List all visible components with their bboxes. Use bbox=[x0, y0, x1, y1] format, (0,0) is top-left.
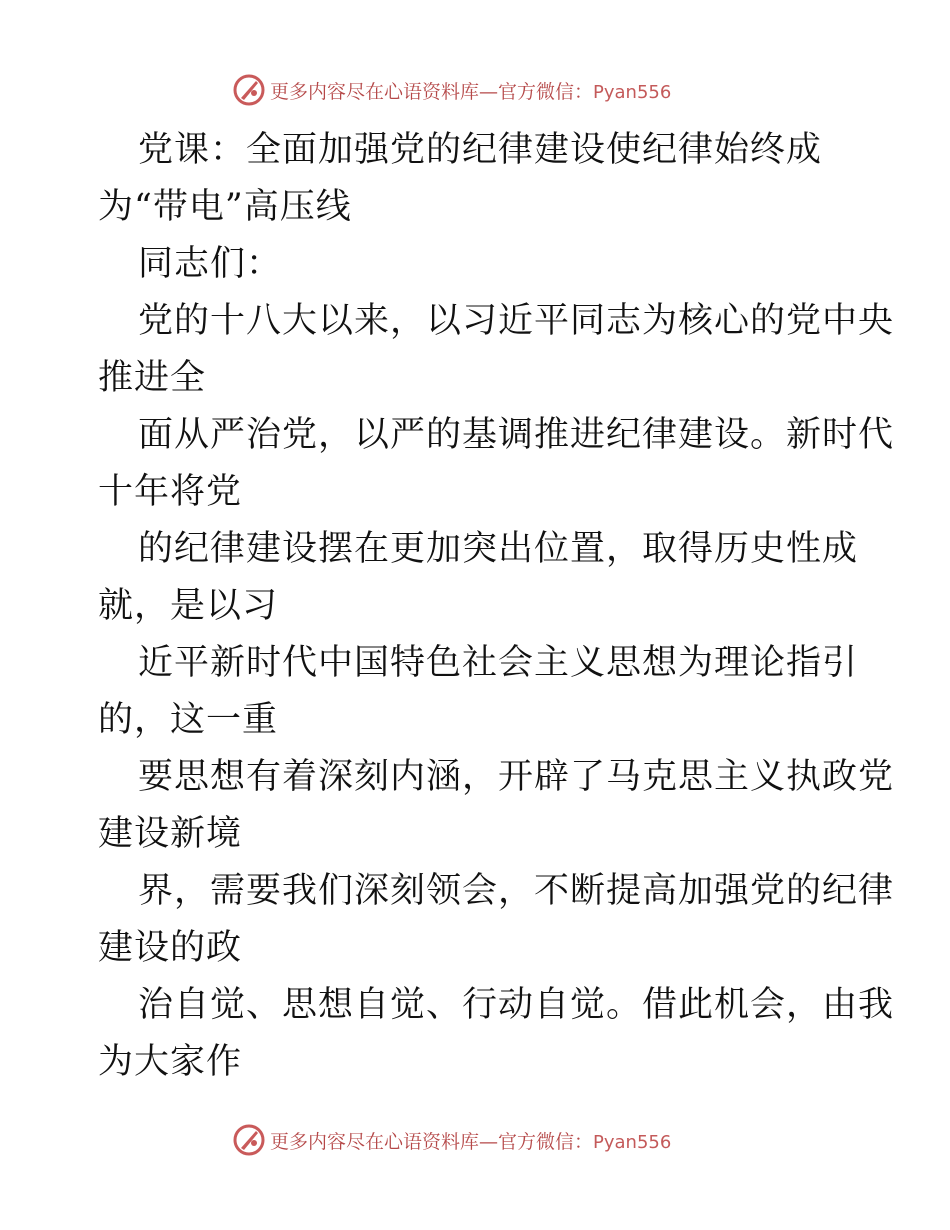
text-line: 就，是以习 bbox=[98, 586, 279, 626]
text-line: 界，需要我们深刻领会，不断提高加强党的纪律 bbox=[138, 871, 895, 911]
text-line: 建设新境 bbox=[98, 814, 243, 854]
text-line: 治自觉、思想自觉、行动自觉。借此机会，由我 bbox=[138, 985, 895, 1025]
text-line: 要思想有着深刻内涵，开辟了马克思主义执政党 bbox=[138, 757, 895, 797]
text-line: 近平新时代中国特色社会主义思想为理论指引 bbox=[138, 643, 859, 683]
text-line: 党课：全面加强党的纪律建设使纪律始终成 bbox=[138, 130, 823, 170]
text-line: 党的十八大以来，以习近平同志为核心的党中央 bbox=[138, 301, 895, 341]
text-line: 的，这一重 bbox=[98, 700, 279, 740]
footer-watermark bbox=[232, 1120, 671, 1160]
header-watermark bbox=[232, 70, 671, 110]
text-line: 十年将党 bbox=[98, 472, 243, 512]
text-line: 建设的政 bbox=[98, 928, 243, 968]
document-body bbox=[98, 122, 895, 1091]
text-line: 为“带电”高压线 bbox=[98, 187, 352, 227]
text-line: 面从严治党，以严的基调推进纪律建设。新时代 bbox=[138, 415, 895, 455]
text-line: 推进全 bbox=[98, 358, 207, 398]
watermark-id: Pyan556 bbox=[593, 81, 672, 103]
text-line: 为大家作 bbox=[98, 1042, 243, 1082]
quill-logo-icon bbox=[232, 73, 266, 107]
text-line: 的纪律建设摆在更加突出位置，取得历史性成 bbox=[138, 529, 859, 569]
watermark-id: Pyan556 bbox=[593, 1131, 672, 1153]
quill-logo-icon bbox=[232, 1123, 266, 1157]
text-line: 同志们： bbox=[138, 244, 283, 284]
watermark-text: 更多内容尽在心语资料库—官方微信：Pyan556 bbox=[270, 80, 672, 103]
watermark-text: 更多内容尽在心语资料库—官方微信：Pyan556 bbox=[270, 1130, 672, 1153]
